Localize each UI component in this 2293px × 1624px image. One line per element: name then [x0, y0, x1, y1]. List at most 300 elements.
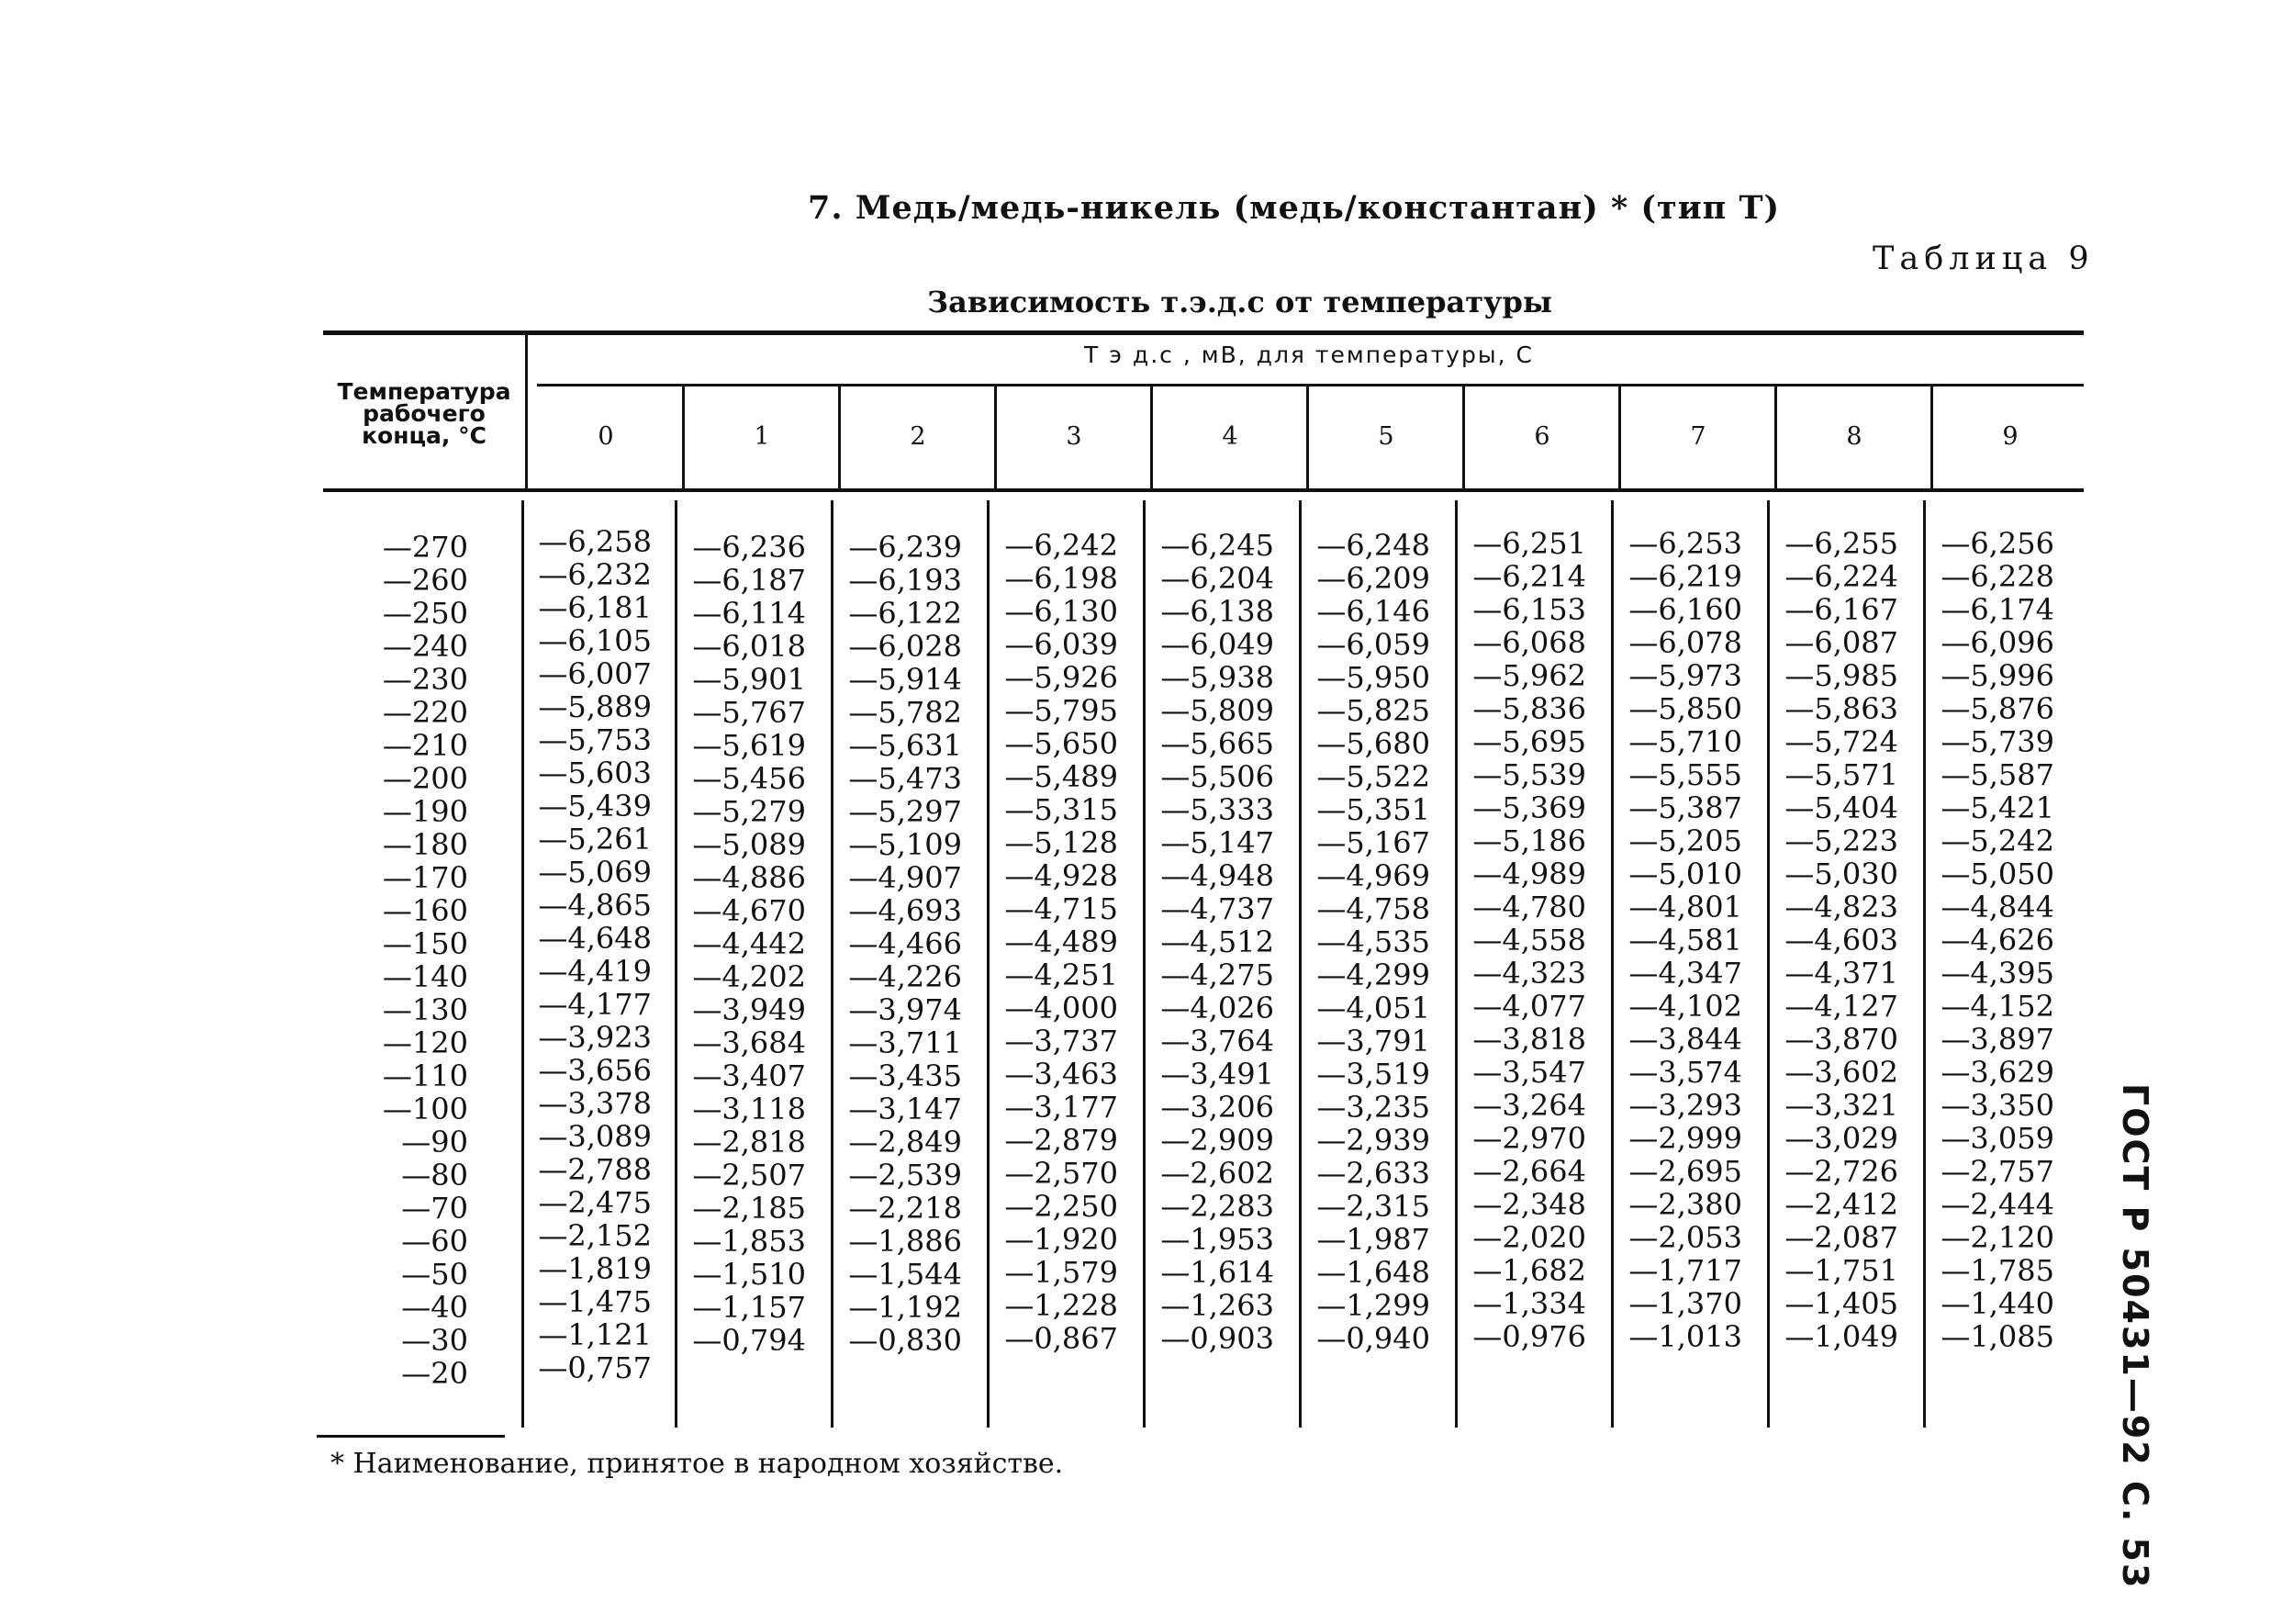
table-cell: —4,512 — [1160, 924, 1274, 959]
table-cell: —3,463 — [1004, 1057, 1118, 1092]
table-cell: —3,791 — [1316, 1024, 1430, 1058]
temperature-cell: —110 — [382, 1058, 468, 1093]
table-cell: —3,177 — [1004, 1090, 1118, 1125]
table-cell: —6,224 — [1784, 559, 1898, 594]
temperature-cell: —260 — [382, 563, 468, 598]
temperature-cell: —220 — [382, 695, 468, 730]
table-cell: —2,879 — [1004, 1123, 1118, 1158]
table-cell: —4,177 — [538, 987, 652, 1022]
table-cell: —2,020 — [1472, 1220, 1586, 1255]
table-cell: —6,204 — [1160, 561, 1274, 596]
table-cell: —5,069 — [538, 855, 652, 890]
table-cell: —3,519 — [1316, 1057, 1430, 1092]
table-cell: —5,261 — [538, 822, 652, 857]
table-cell: —1,157 — [692, 1290, 806, 1325]
table-cell: —3,147 — [848, 1092, 962, 1126]
table-cell: —0,940 — [1316, 1321, 1430, 1356]
table-cell: —1,228 — [1004, 1288, 1118, 1323]
table-cell: —4,693 — [848, 893, 962, 928]
table-cell: —6,007 — [538, 656, 652, 691]
table-cell: —5,555 — [1628, 757, 1742, 792]
table-cell: —2,570 — [1004, 1156, 1118, 1191]
table-cell: —5,279 — [692, 794, 806, 829]
table-cell: —4,077 — [1472, 989, 1586, 1024]
temperature-cell: —140 — [382, 959, 468, 994]
table-cell: —1,192 — [848, 1290, 962, 1325]
data-column-5 — [1297, 529, 1430, 1355]
table-cell: —5,767 — [692, 695, 806, 730]
table-cell: —4,948 — [1160, 858, 1274, 893]
temperature-cell: —230 — [382, 662, 468, 697]
table-cell: —3,818 — [1472, 1022, 1586, 1057]
table-cell: —3,293 — [1628, 1088, 1742, 1123]
table-cell: —6,028 — [848, 629, 962, 664]
table-cell: —5,973 — [1628, 658, 1742, 693]
table-cell: —1,370 — [1628, 1286, 1742, 1321]
temperature-cell: —70 — [401, 1191, 468, 1226]
temperature-cell: —240 — [382, 629, 468, 664]
table-cell: —1,717 — [1628, 1253, 1742, 1288]
table-cell: —5,665 — [1160, 726, 1274, 761]
table-cell: —4,371 — [1784, 956, 1898, 991]
table-cell: —1,475 — [538, 1284, 652, 1319]
data-column-0 — [519, 525, 652, 1384]
table-cell: —3,974 — [848, 992, 962, 1027]
table-cell: —4,581 — [1628, 923, 1742, 958]
table-cell: —1,405 — [1784, 1286, 1898, 1321]
temperature-cell: —200 — [382, 761, 468, 796]
footnote: * Наименование, принятое в народном хозяйстве. — [330, 1448, 1064, 1480]
table-cell: —2,757 — [1941, 1154, 2054, 1189]
table-top-rule — [323, 330, 2084, 335]
table-cell: —4,603 — [1784, 923, 1898, 958]
table-cell: —5,333 — [1160, 792, 1274, 827]
table-cell: —1,886 — [848, 1224, 962, 1259]
table-cell: —2,726 — [1784, 1154, 1898, 1189]
table-cell: —4,989 — [1472, 857, 1586, 891]
table-cell: —5,619 — [692, 728, 806, 763]
table-cell: —1,510 — [692, 1257, 806, 1292]
table-cell: —5,809 — [1160, 693, 1274, 728]
table-cell: —5,680 — [1316, 726, 1430, 761]
data-column-1 — [673, 531, 806, 1357]
table-cell: —1,121 — [538, 1317, 652, 1352]
table-cell: —5,836 — [1472, 691, 1586, 726]
table-cell: —2,315 — [1316, 1189, 1430, 1224]
table-cell: —6,187 — [692, 563, 806, 598]
table-cell: —4,000 — [1004, 991, 1118, 1025]
data-column-2 — [829, 531, 962, 1357]
table-cell: —2,909 — [1160, 1123, 1274, 1158]
table-cell: —3,435 — [848, 1058, 962, 1093]
table-cell: —3,089 — [538, 1119, 652, 1154]
table-cell: —4,489 — [1004, 924, 1118, 959]
table-cell: —3,264 — [1472, 1088, 1586, 1123]
table-cell: —6,059 — [1316, 627, 1430, 662]
data-column-7 — [1609, 527, 1742, 1353]
table-cell: —3,764 — [1160, 1024, 1274, 1058]
table-cell: —5,863 — [1784, 691, 1898, 726]
table-cell: —5,404 — [1784, 790, 1898, 825]
data-column-8 — [1765, 527, 1898, 1353]
column-header-9: 9 — [2002, 422, 2019, 451]
table-cell: —5,223 — [1784, 823, 1898, 858]
header-bottom-rule — [323, 488, 2084, 492]
table-cell: —6,105 — [538, 623, 652, 658]
temperature-cell: —20 — [401, 1356, 468, 1391]
table-cell: —4,780 — [1472, 890, 1586, 924]
table-cell: —0,830 — [848, 1323, 962, 1358]
column-header-6: 6 — [1534, 422, 1550, 451]
table-cell: —2,120 — [1941, 1220, 2054, 1255]
table-cell: —5,030 — [1784, 857, 1898, 891]
table-cell: —3,870 — [1784, 1022, 1898, 1057]
table-cell: —5,050 — [1941, 857, 2054, 891]
table-cell: —5,901 — [692, 662, 806, 697]
table-cell: —6,167 — [1784, 592, 1898, 627]
table-cell: —0,903 — [1160, 1321, 1274, 1356]
table-cell: —5,456 — [692, 761, 806, 796]
table-cell: —5,522 — [1316, 759, 1430, 794]
table-cell: —2,152 — [538, 1218, 652, 1253]
table-cell: —6,153 — [1472, 592, 1586, 627]
table-cell: —6,146 — [1316, 594, 1430, 629]
table-cell: —3,378 — [538, 1086, 652, 1121]
table-cell: —3,574 — [1628, 1055, 1742, 1090]
table-cell: —6,114 — [692, 596, 806, 631]
table-cell: —2,283 — [1160, 1189, 1274, 1224]
data-column-9 — [1921, 527, 2054, 1353]
table-cell: —6,242 — [1004, 528, 1118, 563]
table-cell: —5,089 — [692, 827, 806, 862]
table-cell: —3,711 — [848, 1025, 962, 1060]
table-cell: —5,695 — [1472, 724, 1586, 759]
table-cell: —5,109 — [848, 827, 962, 862]
table-cell: —2,788 — [538, 1152, 652, 1187]
temperature-cell: —160 — [382, 893, 468, 928]
table-cell: —2,818 — [692, 1125, 806, 1159]
table-cell: —3,684 — [692, 1025, 806, 1060]
table-cell: —1,785 — [1941, 1253, 2054, 1288]
table-cell: —4,419 — [538, 954, 652, 989]
temperature-cell: —130 — [382, 992, 468, 1027]
table-label: Таблица 9 — [1873, 241, 2095, 277]
table-cell: —2,970 — [1472, 1121, 1586, 1156]
table-cell: —5,242 — [1941, 823, 2054, 858]
table-cell: —3,350 — [1941, 1088, 2054, 1123]
table-cell: —5,506 — [1160, 759, 1274, 794]
table-cell: —5,631 — [848, 728, 962, 763]
table-cell: —5,351 — [1316, 792, 1430, 827]
table-cell: —5,603 — [538, 756, 652, 790]
table-cell: —6,256 — [1941, 526, 2054, 561]
table-cell: —4,102 — [1628, 989, 1742, 1024]
table-cell: —2,185 — [692, 1191, 806, 1226]
table-cell: —3,235 — [1316, 1090, 1430, 1125]
side-standard-label: ГОСТ Р 50431—92 С. 53 — [2115, 1083, 2155, 1590]
table-cell: —5,650 — [1004, 726, 1118, 761]
table-cell: —4,535 — [1316, 924, 1430, 959]
table-cell: —1,085 — [1941, 1319, 2054, 1354]
temperature-cell: —40 — [401, 1290, 468, 1325]
column-header-1: 1 — [754, 422, 770, 451]
table-cell: —5,387 — [1628, 790, 1742, 825]
table-cell: —5,782 — [848, 695, 962, 730]
data-column-6 — [1453, 527, 1586, 1353]
table-cell: —4,442 — [692, 926, 806, 961]
temperature-cell: —170 — [382, 860, 468, 895]
table-cell: —3,029 — [1784, 1121, 1898, 1156]
table-cell: —1,013 — [1628, 1319, 1742, 1354]
table-cell: —2,939 — [1316, 1123, 1430, 1158]
column-header-8: 8 — [1846, 422, 1862, 451]
table-cell: —4,758 — [1316, 891, 1430, 926]
temperature-cell: —150 — [382, 926, 468, 961]
table-cell: —1,334 — [1472, 1286, 1586, 1321]
table-cell: —3,491 — [1160, 1057, 1274, 1092]
table-cell: —5,850 — [1628, 691, 1742, 726]
table-cell: —6,251 — [1472, 526, 1586, 561]
table-cell: —6,198 — [1004, 561, 1118, 596]
section-title: 7. Медь/медь-никель (медь/константан) * (тип Т) — [808, 189, 1781, 227]
table-cell: —3,118 — [692, 1092, 806, 1126]
table-cell: —0,976 — [1472, 1319, 1586, 1354]
column-header-4: 4 — [1222, 422, 1238, 451]
table-cell: —1,751 — [1784, 1253, 1898, 1288]
table-cell: —4,969 — [1316, 858, 1430, 893]
table-cell: —6,255 — [1784, 526, 1898, 561]
temperature-cell: —120 — [382, 1025, 468, 1060]
temperature-cell: —270 — [382, 530, 468, 565]
table-cell: —6,228 — [1941, 559, 2054, 594]
table-cell: —4,202 — [692, 959, 806, 994]
table-cell: —4,152 — [1941, 989, 2054, 1024]
table-cell: —1,987 — [1316, 1222, 1430, 1257]
stub-header: Температура рабочего конца, °С — [337, 378, 511, 449]
table-cell: —3,844 — [1628, 1022, 1742, 1057]
temperature-column — [349, 531, 468, 1390]
span-header-rule — [537, 384, 2084, 386]
table-cell: —2,633 — [1316, 1156, 1430, 1191]
table-cell: —3,897 — [1941, 1022, 2054, 1057]
table-cell: —5,186 — [1472, 823, 1586, 858]
table-cell: —3,547 — [1472, 1055, 1586, 1090]
table-cell: —2,695 — [1628, 1154, 1742, 1189]
table-cell: —3,407 — [692, 1058, 806, 1093]
table-cell: —2,475 — [538, 1185, 652, 1220]
temperature-cell: —90 — [401, 1125, 468, 1159]
table-cell: —2,507 — [692, 1158, 806, 1193]
table-cell: —3,059 — [1941, 1121, 2054, 1156]
table-cell: —1,920 — [1004, 1222, 1118, 1257]
table-cell: —5,539 — [1472, 757, 1586, 792]
table-cell: —3,602 — [1784, 1055, 1898, 1090]
table-cell: —5,587 — [1941, 757, 2054, 792]
table-cell: —4,737 — [1160, 891, 1274, 926]
table-cell: —2,380 — [1628, 1187, 1742, 1222]
table-cell: —0,757 — [538, 1350, 652, 1385]
table-cell: —5,167 — [1316, 825, 1430, 860]
table-cell: —5,825 — [1316, 693, 1430, 728]
table-cell: —5,010 — [1628, 857, 1742, 891]
temperature-cell: —60 — [401, 1224, 468, 1259]
table-cell: —6,138 — [1160, 594, 1274, 629]
table-cell: —5,205 — [1628, 823, 1742, 858]
table-cell: —5,297 — [848, 794, 962, 829]
table-cell: —4,226 — [848, 959, 962, 994]
table-cell: —1,049 — [1784, 1319, 1898, 1354]
table-cell: —5,914 — [848, 662, 962, 697]
table-cell: —4,844 — [1941, 890, 2054, 924]
table-cell: —4,886 — [692, 860, 806, 895]
table-cell: —4,801 — [1628, 890, 1742, 924]
table-cell: —1,953 — [1160, 1222, 1274, 1257]
table-cell: —2,849 — [848, 1125, 962, 1159]
temperature-cell: —210 — [382, 728, 468, 763]
table-cell: —4,466 — [848, 926, 962, 961]
table-cell: —6,087 — [1784, 625, 1898, 660]
temperature-cell: —100 — [382, 1092, 468, 1126]
table-cell: —1,648 — [1316, 1255, 1430, 1290]
table-cell: —6,018 — [692, 629, 806, 664]
table-cell: —6,049 — [1160, 627, 1274, 662]
table-cell: —4,823 — [1784, 890, 1898, 924]
table-cell: —3,923 — [538, 1020, 652, 1055]
table-cell: —2,250 — [1004, 1189, 1118, 1224]
table-cell: —6,122 — [848, 596, 962, 631]
table-cell: —1,440 — [1941, 1286, 2054, 1321]
table-cell: —4,299 — [1316, 958, 1430, 992]
column-header-0: 0 — [598, 422, 614, 451]
table-cell: —5,571 — [1784, 757, 1898, 792]
table-cell: —5,739 — [1941, 724, 2054, 759]
table-cell: —4,323 — [1472, 956, 1586, 991]
data-column-3 — [985, 529, 1118, 1355]
table-cell: —1,263 — [1160, 1288, 1274, 1323]
temperature-cell: —50 — [401, 1257, 468, 1292]
table-cell: —5,421 — [1941, 790, 2054, 825]
table-cell: —2,664 — [1472, 1154, 1586, 1189]
temperature-cell: —250 — [382, 596, 468, 631]
table-cell: —4,395 — [1941, 956, 2054, 991]
table-cell: —6,181 — [538, 590, 652, 625]
table-cell: —3,629 — [1941, 1055, 2054, 1090]
temperature-cell: —190 — [382, 794, 468, 829]
table-cell: —6,219 — [1628, 559, 1742, 594]
table-cell: —6,258 — [538, 524, 652, 559]
table-cell: —3,321 — [1784, 1088, 1898, 1123]
table-cell: —5,926 — [1004, 660, 1118, 695]
table-cell: —0,867 — [1004, 1321, 1118, 1356]
table-cell: —5,489 — [1004, 759, 1118, 794]
table-cell: —4,275 — [1160, 958, 1274, 992]
table-cell: —6,193 — [848, 563, 962, 598]
table-cell: —4,865 — [538, 888, 652, 923]
table-cell: —2,053 — [1628, 1220, 1742, 1255]
table-cell: —6,236 — [692, 530, 806, 565]
table-cell: —6,214 — [1472, 559, 1586, 594]
table-cell: —2,999 — [1628, 1121, 1742, 1156]
table-cell: —5,128 — [1004, 825, 1118, 860]
table-cell: —2,412 — [1784, 1187, 1898, 1222]
span-header: Т э д.с , мВ, для температуры, С — [1084, 342, 1534, 368]
table-cell: —5,710 — [1628, 724, 1742, 759]
data-column-4 — [1141, 529, 1274, 1355]
table-cell: —4,670 — [692, 893, 806, 928]
temperature-cell: —30 — [401, 1323, 468, 1358]
table-cell: —5,889 — [538, 689, 652, 724]
table-cell: —6,253 — [1628, 526, 1742, 561]
table-cell: —6,078 — [1628, 625, 1742, 660]
table-cell: —5,996 — [1941, 658, 2054, 693]
table-cell: —3,656 — [538, 1053, 652, 1088]
table-cell: —1,819 — [538, 1251, 652, 1286]
table-cell: —6,232 — [538, 557, 652, 592]
table-cell: —6,160 — [1628, 592, 1742, 627]
temperature-cell: —80 — [401, 1158, 468, 1193]
table-cell: —5,985 — [1784, 658, 1898, 693]
column-header-5: 5 — [1378, 422, 1394, 451]
table-cell: —5,369 — [1472, 790, 1586, 825]
table-cell: —4,051 — [1316, 991, 1430, 1025]
table-cell: —1,853 — [692, 1224, 806, 1259]
table-cell: —3,949 — [692, 992, 806, 1027]
table-cell: —2,602 — [1160, 1156, 1274, 1191]
table-cell: —4,626 — [1941, 923, 2054, 958]
table-cell: —6,068 — [1472, 625, 1586, 660]
table-cell: —4,127 — [1784, 989, 1898, 1024]
table-cell: —3,737 — [1004, 1024, 1118, 1058]
table-cell: —4,347 — [1628, 956, 1742, 991]
table-cell: —5,876 — [1941, 691, 2054, 726]
table-cell: —6,239 — [848, 530, 962, 565]
table-cell: —4,928 — [1004, 858, 1118, 893]
table-cell: —4,558 — [1472, 923, 1586, 958]
table-cell: —5,938 — [1160, 660, 1274, 695]
table-cell: —1,579 — [1004, 1255, 1118, 1290]
table-cell: —3,206 — [1160, 1090, 1274, 1125]
table-cell: —5,147 — [1160, 825, 1274, 860]
table-cell: —5,795 — [1004, 693, 1118, 728]
table-cell: —5,753 — [538, 722, 652, 757]
table-cell: —1,682 — [1472, 1253, 1586, 1288]
table-cell: —6,039 — [1004, 627, 1118, 662]
table-cell: —5,724 — [1784, 724, 1898, 759]
table-cell: —1,299 — [1316, 1288, 1430, 1323]
table-cell: —6,174 — [1941, 592, 2054, 627]
table-cell: —5,439 — [538, 789, 652, 823]
table-cell: —6,245 — [1160, 528, 1274, 563]
table-cell: —4,648 — [538, 921, 652, 956]
stub-separator-header — [525, 335, 528, 491]
column-header-3: 3 — [1066, 422, 1082, 451]
table-cell: —2,444 — [1941, 1187, 2054, 1222]
table-cell: —2,087 — [1784, 1220, 1898, 1255]
table-cell: —5,962 — [1472, 658, 1586, 693]
table-cell: —2,539 — [848, 1158, 962, 1193]
table-subtitle: Зависимость т.э.д.с от температуры — [927, 285, 1552, 319]
table-cell: —1,544 — [848, 1257, 962, 1292]
table-cell: —5,315 — [1004, 792, 1118, 827]
table-cell: —5,473 — [848, 761, 962, 796]
table-cell: —4,026 — [1160, 991, 1274, 1025]
table-cell: —0,794 — [692, 1323, 806, 1358]
column-header-2: 2 — [910, 422, 926, 451]
table-cell: —4,715 — [1004, 891, 1118, 926]
table-cell: —5,950 — [1316, 660, 1430, 695]
table-cell: —4,907 — [848, 860, 962, 895]
table-cell: —2,348 — [1472, 1187, 1586, 1222]
